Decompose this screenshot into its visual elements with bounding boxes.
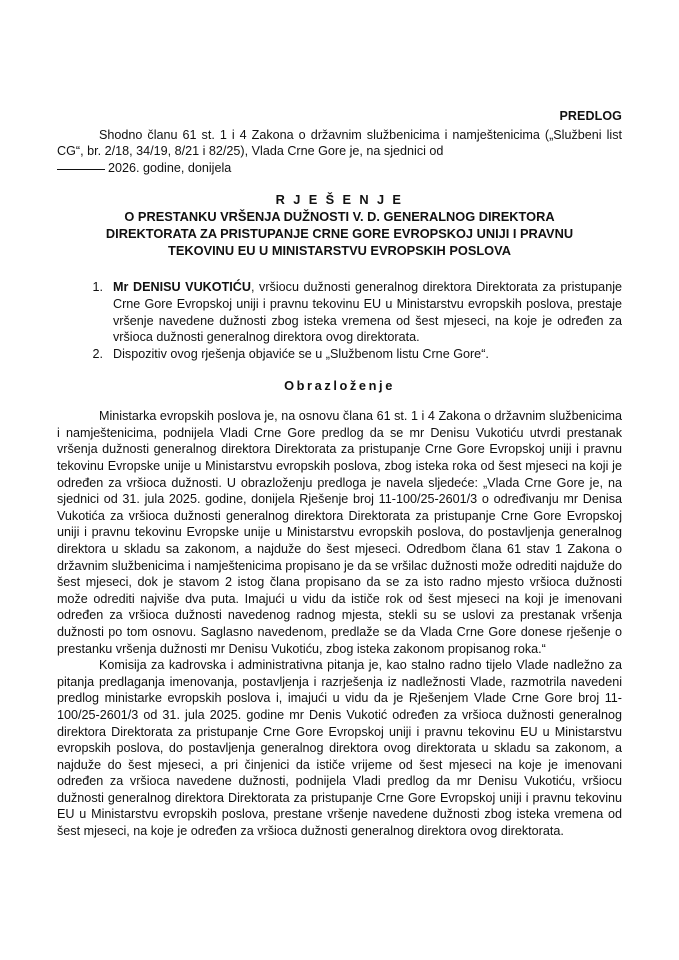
- explanation-paragraph-2: Komisija za kadrovska i administrativna pitanja je, kao stalno radno tijelo Vlade nadležno za pitanja predlaganja imenovanja, postavljenja i razrješenja iz nadležnosti Vlade, razmotrila navedeni predlog ministarke evropskih poslova i, imajući u vidu da je Rješenjem Vlade Crne Gore broj 11-100/25-2601/3 od 31. jula 2025. godine mr Denis Vukotić određen za vršioca dužnosti generalnog direktora Direktorata za pristupanje Crne Gore Evropskoj uniji i pravnu tekovinu EU u Ministarstvu evropskih poslova, do postavljenja generalnog direktora ovog direktorata u skladu sa zakonom, a najduže do šest mjeseci, a pri činjenici da ističe vrijeme od šest mjeseci na koje je imenovani određen za vršioca navedene dužnosti, podnijela Vladi predlog da mr Denisu Vukotiću, vršiocu dužnosti generalnog direktora Direktorata za pristupanje Crne Gore Evropskoj uniji i pravnu tekovinu EU u Ministarstvu evropskih poslova, prestane vršenje navedene dužnosti zbog isteka vremena od šest mjeseci, na koje je određen za vršioca dužnosti generalnog direktora ovog direktorata.: [57, 658, 622, 839]
- spacer: [57, 395, 622, 408]
- date-blank-line: [57, 169, 105, 170]
- preamble-paragraph: Shodno članu 61 st. 1 i 4 Zakona o državnim službenicima i namještenicima („Službeni list CG“, br. 2/18, 34/19, 8/21 i 82/25), Vlada Crne Gore je, na sjednici od: [57, 127, 622, 159]
- list-item-1-text: , vršiocu dužnosti generalnog direktora Direktorata za pristupanje Crne Gore Evropskoj uniji i pravnu tekovinu EU u Ministarstvu evropskih poslova, prestaje vršenje navedene dužnosti zbog isteka vremena od šest mjeseci, na koje je određen za vršioca dužnosti generalnog direktora ovog direktorata.: [113, 280, 622, 345]
- preamble-date-line: [57, 160, 622, 177]
- list-item: [77, 346, 622, 363]
- document-content: [57, 108, 622, 840]
- preamble-date-text: 2026. godine, donijela: [108, 160, 232, 175]
- title-subject-line-2: DIREKTORATA ZA PRISTUPANJE CRNE GORE EVROPSKOJ UNIJI I PRAVNU: [105, 225, 574, 241]
- document-title: [57, 192, 622, 259]
- spacer: [57, 259, 622, 279]
- proposal-label: PREDLOG: [559, 109, 622, 123]
- list-item-2-text: Dispozitiv ovog rješenja objaviće se u „Službenom listu Crne Gore“.: [113, 346, 489, 361]
- title-subject-line-3: TEKOVINU EU U MINISTARSTVU EVROPSKIH POSLOVA: [168, 242, 511, 258]
- explanation-heading: Obrazloženje: [284, 378, 395, 394]
- title-subject-line-1: O PRESTANKU VRŠENJA DUŽNOSTI V. D. GENERALNOG DIREKTORA: [124, 209, 555, 225]
- explanation-paragraph-1: Ministarka evropskih poslova je, na osnovu člana 61 st. 1 i 4 Zakona o državnim službenicima i namještenicima, podnijela Vladi Crne Gore predlog da se mr Denisu Vukotiću utvrdi prestanak vršenja dužnosti generalnog direktora Direktorata za pristupanje Crne Gore Evropskoj uniji i pravnu tekovinu Evropske unije u Ministarstvu evropskih poslova, zbog isteka roka od šest mjeseci na koji je određen za vršioca dužnosti. U obrazloženju predloga je navela sljedeće: „Vlada Crne Gore je, na sjednici od 31. jula 2025. godine, donijela Rješenje broj 11-100/25-2601/3 o određivanju mr Denisa Vukotića za vršioca dužnosti generalnog direktora Direktorata za pristupanje Crne Gore Evropskoj uniji i pravnu tekovinu Evropske unije u Ministarstvu evropskih poslova, do postavljenja generalnog direktora u skladu sa zakonom, a najduže do šest mjeseci. Odredbom člana 61 stav 1 Zakona o državnim službenicima i namještenicima propisano je da se vršilac dužnosti može odrediti najduže do šest mjeseci, dok je stavom 2 istog člana propisano da se za isto radno mjesto vršioca dužnosti može odrediti najviše dva puta. Imajući u vidu da ističe rok od šest mjeseci na koji je imenovani određen za vršioca dužnosti navedenog radnog mjesta, stekli su se uslovi za prestanak vršenja dužnosti po tom osnovu. Saglasno navedenom, predlaže se da Vlada Crne Gore donese rješenje o prestanku vršenja dužnosti mr Denisu Vukotiću, zbog isteka zakonom propisanog roka.“: [57, 409, 622, 656]
- list-item: [77, 279, 622, 345]
- spacer: [57, 362, 622, 378]
- list-item-1-name: Mr DENISU VUKOTIĆU: [113, 280, 251, 295]
- title-kicker: R J E Š E N J E: [275, 192, 404, 208]
- spacer: [57, 176, 622, 192]
- dispositive-list: [57, 279, 622, 362]
